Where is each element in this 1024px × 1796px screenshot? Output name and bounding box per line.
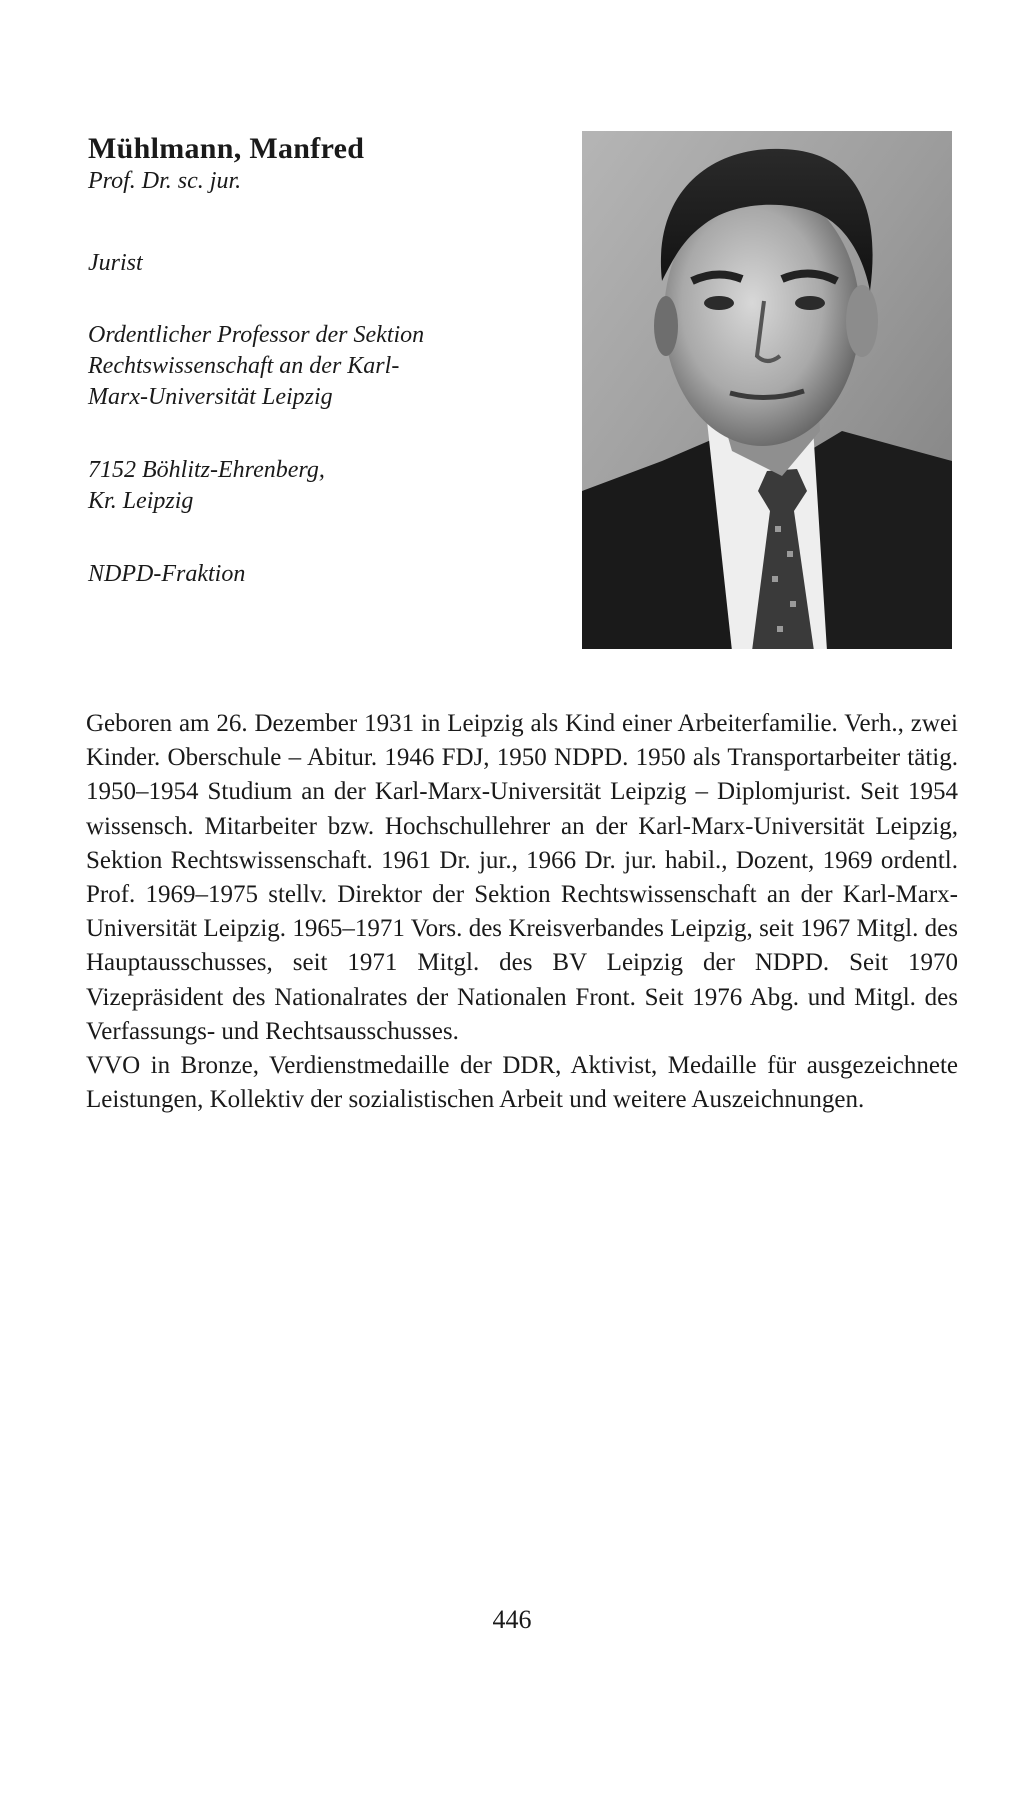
- profession: Jurist: [88, 250, 143, 276]
- portrait-photo: [582, 131, 952, 649]
- faction: NDPD-Fraktion: [88, 561, 246, 587]
- biography-paragraph-2: VVO in Bronze, Verdienstmedaille der DDR, Aktivist, Medaille für ausgezeichnete Leistungen, Kollektiv der sozialistischen Arbeit und weitere Auszeichnungen.: [86, 1052, 958, 1114]
- portrait-image: [582, 131, 952, 649]
- entry-header: [88, 132, 558, 589]
- address: 7152 Böhlitz-Ehrenberg, Kr. Leipzig: [88, 457, 325, 514]
- academic-title: Prof. Dr. sc. jur.: [88, 168, 242, 194]
- position-description: Ordentlicher Professor der Sektion Rechtswissenschaft an der Karl- Marx-Universität Leipzig: [88, 322, 425, 410]
- biography-paragraph-1: Geboren am 26. Dezember 1931 in Leipzig als Kind einer Arbeiterfamilie. Verh., zwei Kinder. Oberschule – Abitur. 1946 FDJ, 1950 NDPD. 1950 als Transportarbeiter tätig. 1950–1954 Studium an der Karl-Marx-Universität Leipzig – Diplomjurist. Seit 1954 wissensch. Mitarbeiter bzw. Hochschullehrer an der Karl-Marx-Universität Leipzig, Sektion Rechtswissenschaft. 1961 Dr. jur., 1966 Dr. jur. habil., Dozent, 1969 ordentl. Prof. 1969–1975 stellv. Direktor der Sektion Rechtswissenschaft an der Karl-Marx-Universität Leipzig. 1965–1971 Vors. des Kreisverbandes Leipzig, seit 1967 Mitgl. des Hauptausschusses, seit 1971 Mitgl. des BV Leipzig der NDPD. Seit 1970 Vizepräsident des Nationalrates der Nationalen Front. Seit 1976 Abg. und Mitgl. des Verfassungs- und Rechtsausschusses.: [86, 710, 958, 1045]
- biography: [86, 707, 958, 1117]
- person-name: Mühlmann, Manfred: [88, 132, 365, 165]
- page-number: 446: [492, 1605, 532, 1634]
